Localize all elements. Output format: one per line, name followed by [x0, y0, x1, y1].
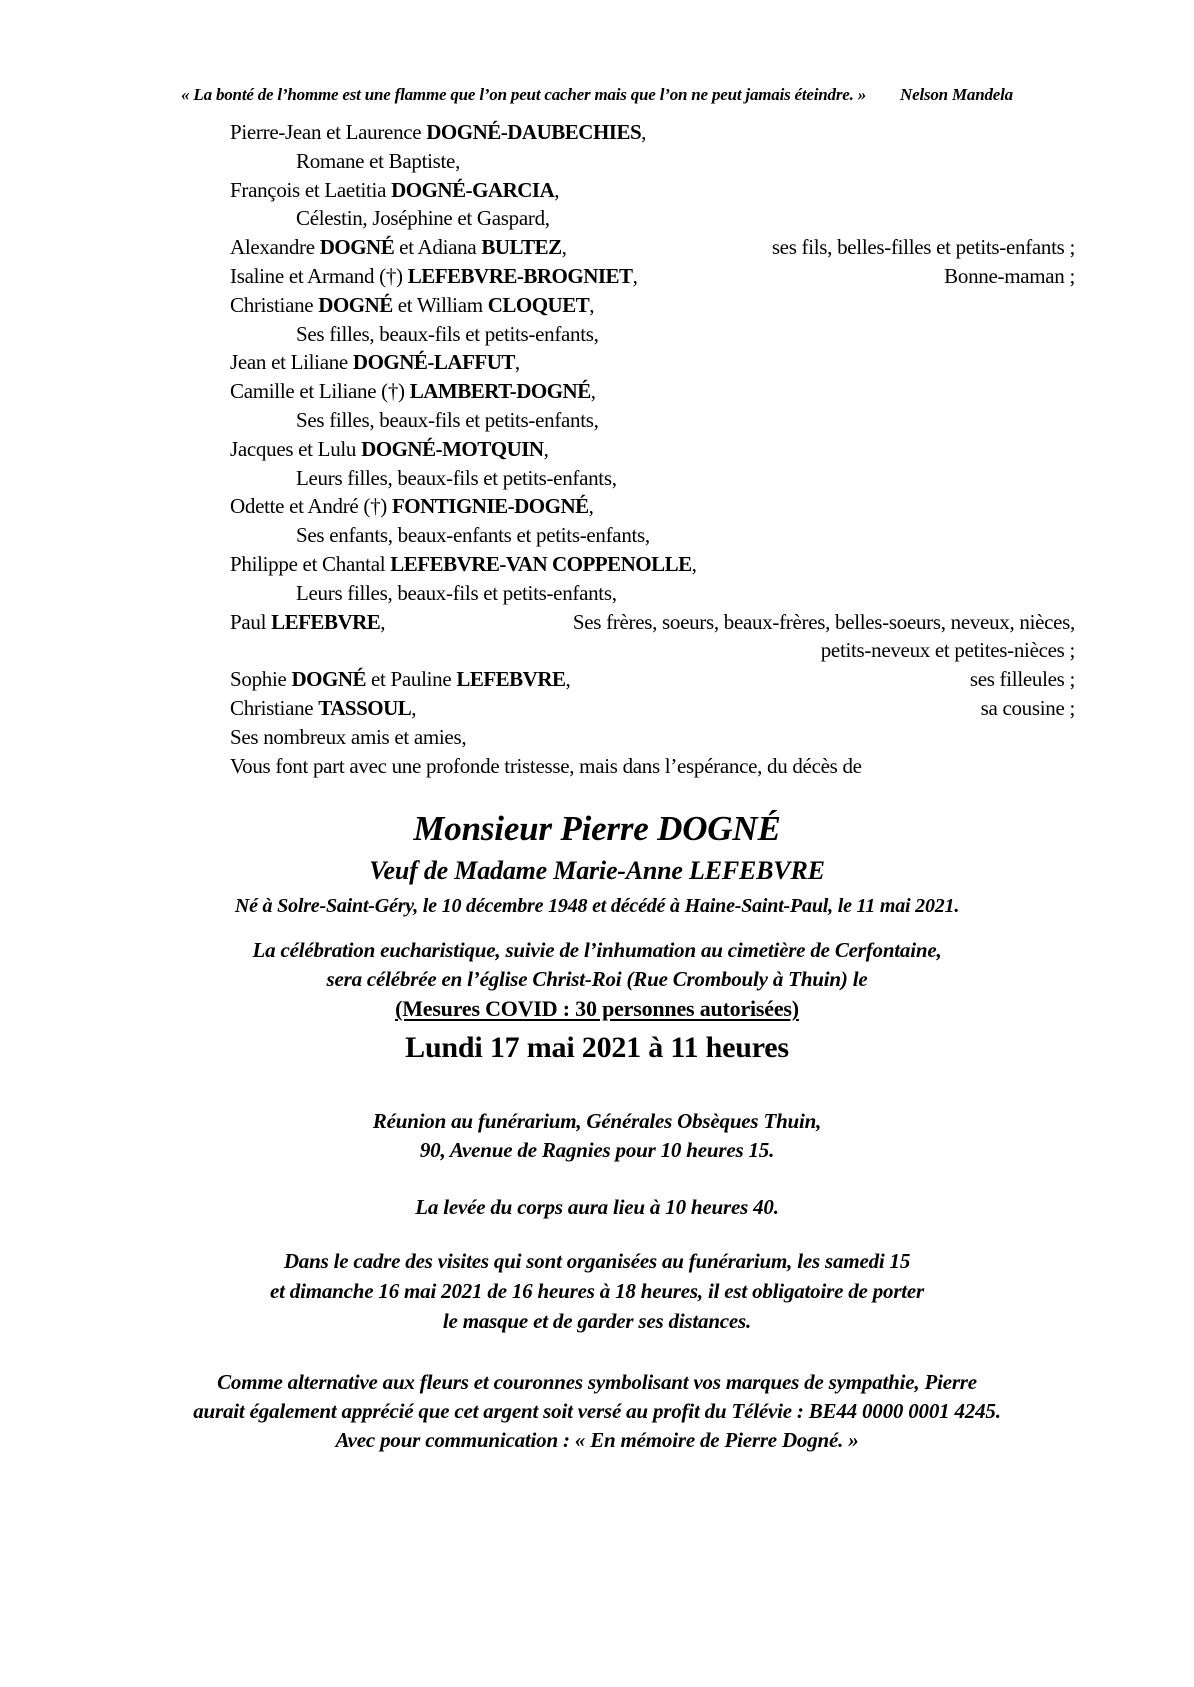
family-line — [230, 406, 1075, 435]
family-names: Philippe et Chantal LEFEBVRE-VAN COPPENOLLE, — [230, 551, 697, 576]
family-names: Ses nombreux amis et amies, — [230, 724, 467, 749]
family-line — [230, 579, 1075, 608]
family-line — [230, 348, 1075, 377]
donation-line-3: Avec pour communication : « En mémoire de Pierre Dogné. » — [335, 1428, 859, 1453]
family-line — [230, 550, 1075, 579]
family-line — [230, 752, 1075, 781]
family-names: Christiane TASSOUL, — [230, 695, 417, 720]
family-line — [230, 636, 1075, 665]
family-names: Camille et Liliane (†) LAMBERT-DOGNÉ, — [230, 379, 596, 404]
family-names: Leurs filles, beaux-fils et petits-enfants, — [296, 580, 617, 605]
family-names: Romane et Baptiste, — [296, 148, 461, 173]
relation-label: Bonne-maman ; — [944, 263, 1075, 288]
family-names: Leurs filles, beaux-fils et petits-enfants, — [296, 465, 617, 490]
deceased-name: Monsieur Pierre DOGNÉ — [413, 809, 781, 849]
family-line — [230, 435, 1075, 464]
relation-label: ses fils, belles-filles et petits-enfants ; — [771, 235, 1075, 260]
visits-line-3: le masque et de garder ses distances. — [442, 1309, 752, 1334]
relation-label: petits-neveux et petites-nièces ; — [820, 638, 1075, 663]
family-names: Jacques et Lulu DOGNÉ-MOTQUIN, — [230, 436, 549, 461]
ceremony-paragraph — [0, 936, 1194, 1023]
family-line — [230, 723, 1075, 752]
family-line — [230, 665, 1075, 694]
meeting-line-1: Réunion au funérarium, Générales Obsèques Thuin, — [372, 1109, 822, 1134]
family-names: Isaline et Armand (†) LEFEBVRE-BROGNIET, — [230, 263, 638, 288]
family-names: Vous font part avec une profonde tristesse, mais dans l’espérance, du décès de — [230, 753, 862, 778]
donation-line-1: Comme alternative aux fleurs et couronnes symbolisant vos marques de sympathie, Pierre — [217, 1370, 977, 1395]
meeting-line-2: 90, Avenue de Ragnies pour 10 heures 15. — [419, 1138, 775, 1163]
family-line — [230, 492, 1075, 521]
visits-paragraph — [0, 1246, 1194, 1336]
quote-text: « La bonté de l’homme est une flamme que l’on peut cacher mais que l’on ne peut jamais éteindre. » — [181, 85, 867, 104]
ceremony-line-2: sera célébrée en l’église Christ-Roi (Rue Crombouly à Thuin) le — [326, 967, 868, 992]
family-line — [230, 233, 1075, 262]
family-line — [230, 291, 1075, 320]
family-line — [230, 320, 1075, 349]
family-names: Ses filles, beaux-fils et petits-enfants, — [296, 407, 599, 432]
relation-label: sa cousine ; — [980, 695, 1075, 720]
opening-quote — [0, 84, 1194, 106]
family-names: François et Laetitia DOGNÉ-GARCIA, — [230, 177, 560, 202]
levee-line: La levée du corps aura lieu à 10 heures 40. — [415, 1195, 779, 1220]
family-names: Odette et André (†) FONTIGNIE-DOGNÉ, — [230, 494, 594, 519]
family-line — [230, 608, 1075, 637]
visits-line-2: et dimanche 16 mai 2021 de 16 heures à 18 heures, il est obligatoire de porter — [269, 1279, 925, 1304]
family-line — [230, 262, 1075, 291]
birth-death-line: Né à Solre-Saint-Géry, le 10 décembre 1948 et décédé à Haine-Saint-Paul, le 11 mai 2021. — [234, 895, 960, 918]
family-line — [230, 176, 1075, 205]
family-line — [230, 464, 1075, 493]
family-names: Paul LEFEBVRE, — [230, 609, 386, 634]
funeral-datetime: Lundi 17 mai 2021 à 11 heures — [405, 1031, 789, 1065]
family-names: Sophie DOGNÉ et Pauline LEFEBVRE, — [230, 667, 571, 692]
family-line — [230, 694, 1075, 723]
covid-measures-line: (Mesures COVID : 30 personnes autorisées) — [395, 996, 799, 1022]
relation-label: Ses frères, soeurs, beaux-frères, belles-soeurs, neveux, nièces, — [572, 609, 1075, 634]
relation-label: ses filleules ; — [969, 667, 1075, 692]
family-names: Alexandre DOGNÉ et Adiana BULTEZ, — [230, 235, 567, 260]
family-names: Ses filles, beaux-fils et petits-enfants, — [296, 321, 599, 346]
meeting-paragraph — [0, 1107, 1194, 1165]
visits-line-1: Dans le cadre des visites qui sont organisées au funérarium, les samedi 15 — [283, 1249, 911, 1274]
family-list — [230, 118, 1075, 780]
widower-line: Veuf de Madame Marie-Anne LEFEBVRE — [369, 856, 825, 886]
family-names: Jean et Liliane DOGNÉ-LAFFUT, — [230, 350, 520, 375]
family-names: Ses enfants, beaux-enfants et petits-enfants, — [296, 523, 650, 548]
family-names: Christiane DOGNÉ et William CLOQUET, — [230, 292, 595, 317]
quote-author: Nelson Mandela — [900, 85, 1013, 104]
family-line — [230, 147, 1075, 176]
family-line — [230, 521, 1075, 550]
family-line — [230, 377, 1075, 406]
family-line — [230, 118, 1075, 147]
family-names: Pierre-Jean et Laurence DOGNÉ-DAUBECHIES, — [230, 120, 647, 144]
family-line — [230, 204, 1075, 233]
ceremony-line-1: La célébration eucharistique, suivie de l’inhumation au cimetière de Cerfontaine, — [252, 938, 942, 963]
donation-paragraph — [0, 1368, 1194, 1455]
donation-line-2: aurait également apprécié que cet argent soit versé au profit du Télévie : BE44 0000 0001 4245. — [193, 1399, 1001, 1424]
family-names: Célestin, Joséphine et Gaspard, — [296, 206, 550, 231]
